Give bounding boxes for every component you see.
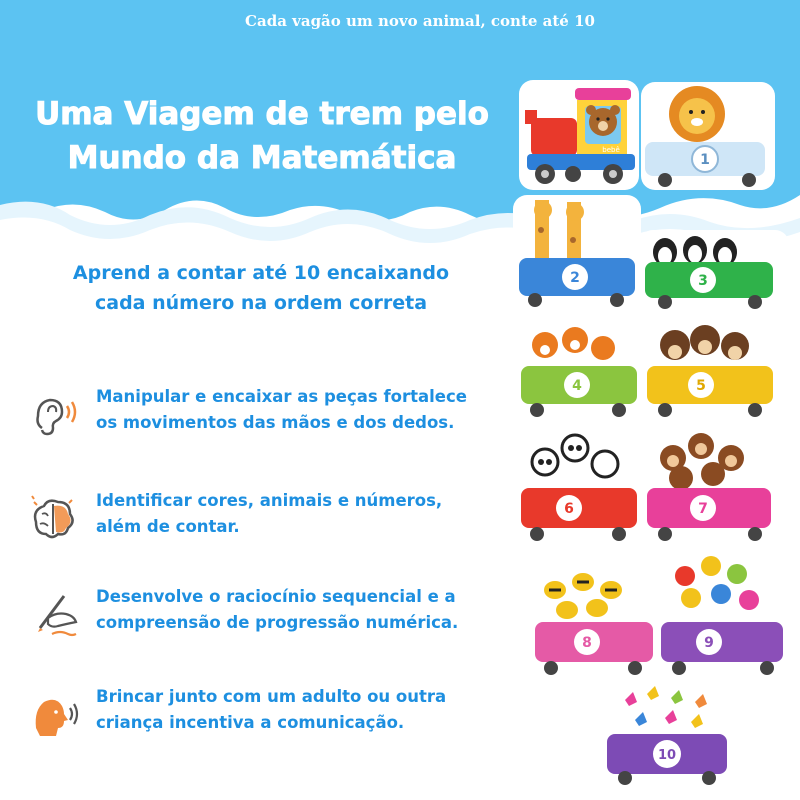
subtitle-line-2: cada número na ordem correta: [94, 292, 428, 314]
feature-text: [96, 684, 516, 736]
feature-text: [96, 584, 516, 636]
subtitle: [26, 258, 496, 318]
wagon-5: [641, 320, 791, 426]
wagon-number-7: 7: [698, 501, 708, 517]
feature-item-reasoning: [20, 584, 510, 654]
wagon-4: [515, 320, 643, 426]
feature-line: compreensão de progressão numérica.: [96, 613, 459, 632]
feature-item-identify: [20, 488, 510, 558]
wagon-1: [641, 82, 775, 190]
wagon-2: [513, 195, 641, 315]
wagon-number-2: 2: [570, 270, 580, 286]
wagon-number-5: 5: [696, 378, 706, 394]
tagline: Cada vagão um novo animal, conte até 10: [245, 12, 595, 30]
locomotive: [519, 80, 639, 190]
brain-icon: [26, 492, 80, 546]
wagon-7: [641, 432, 791, 554]
wagon-number-8: 8: [582, 635, 592, 651]
feature-text: [96, 488, 516, 540]
wagon-number-10: 10: [657, 748, 677, 763]
wagon-6: [515, 432, 643, 554]
feature-text: [96, 384, 516, 436]
page-title: [32, 92, 492, 180]
feature-line: os movimentos das mãos e dos dedos.: [96, 413, 455, 432]
speaking-head-icon: [26, 688, 80, 742]
wagon-9: [655, 550, 791, 686]
wagon-number-6: 6: [564, 501, 574, 517]
hand-writing-icon: [26, 588, 80, 642]
feature-line: Manipular e encaixar as peças fortalece: [96, 387, 467, 406]
feature-line: criança incentiva a comunicação.: [96, 713, 405, 732]
feature-line: Desenvolve o raciocínio sequencial e a: [96, 587, 456, 606]
wagon-3: [639, 230, 789, 316]
title-line-1: Uma Viagem de trem pelo: [35, 96, 489, 132]
wagon-number-9: 9: [704, 635, 714, 651]
train-illustration: [505, 70, 800, 790]
wagon-number-3: 3: [698, 273, 708, 289]
subtitle-line-1: Aprend a contar até 10 encaixando: [72, 262, 450, 284]
feature-line: Brincar junto com um adulto ou outra: [96, 687, 447, 706]
ear-sound-icon: [26, 388, 80, 442]
title-line-2: Mundo da Matemática: [67, 140, 457, 176]
feature-line: além de contar.: [96, 517, 240, 536]
feature-item-communication: [20, 684, 510, 754]
wagon-number-1: 1: [700, 152, 710, 168]
brand-label: bebê: [602, 146, 620, 154]
wagon-8: [531, 566, 659, 686]
wagon-number-4: 4: [572, 378, 582, 394]
feature-item-motor: [20, 384, 510, 454]
wagon-10: [601, 680, 733, 788]
feature-line: Identificar cores, animais e números,: [96, 491, 443, 510]
